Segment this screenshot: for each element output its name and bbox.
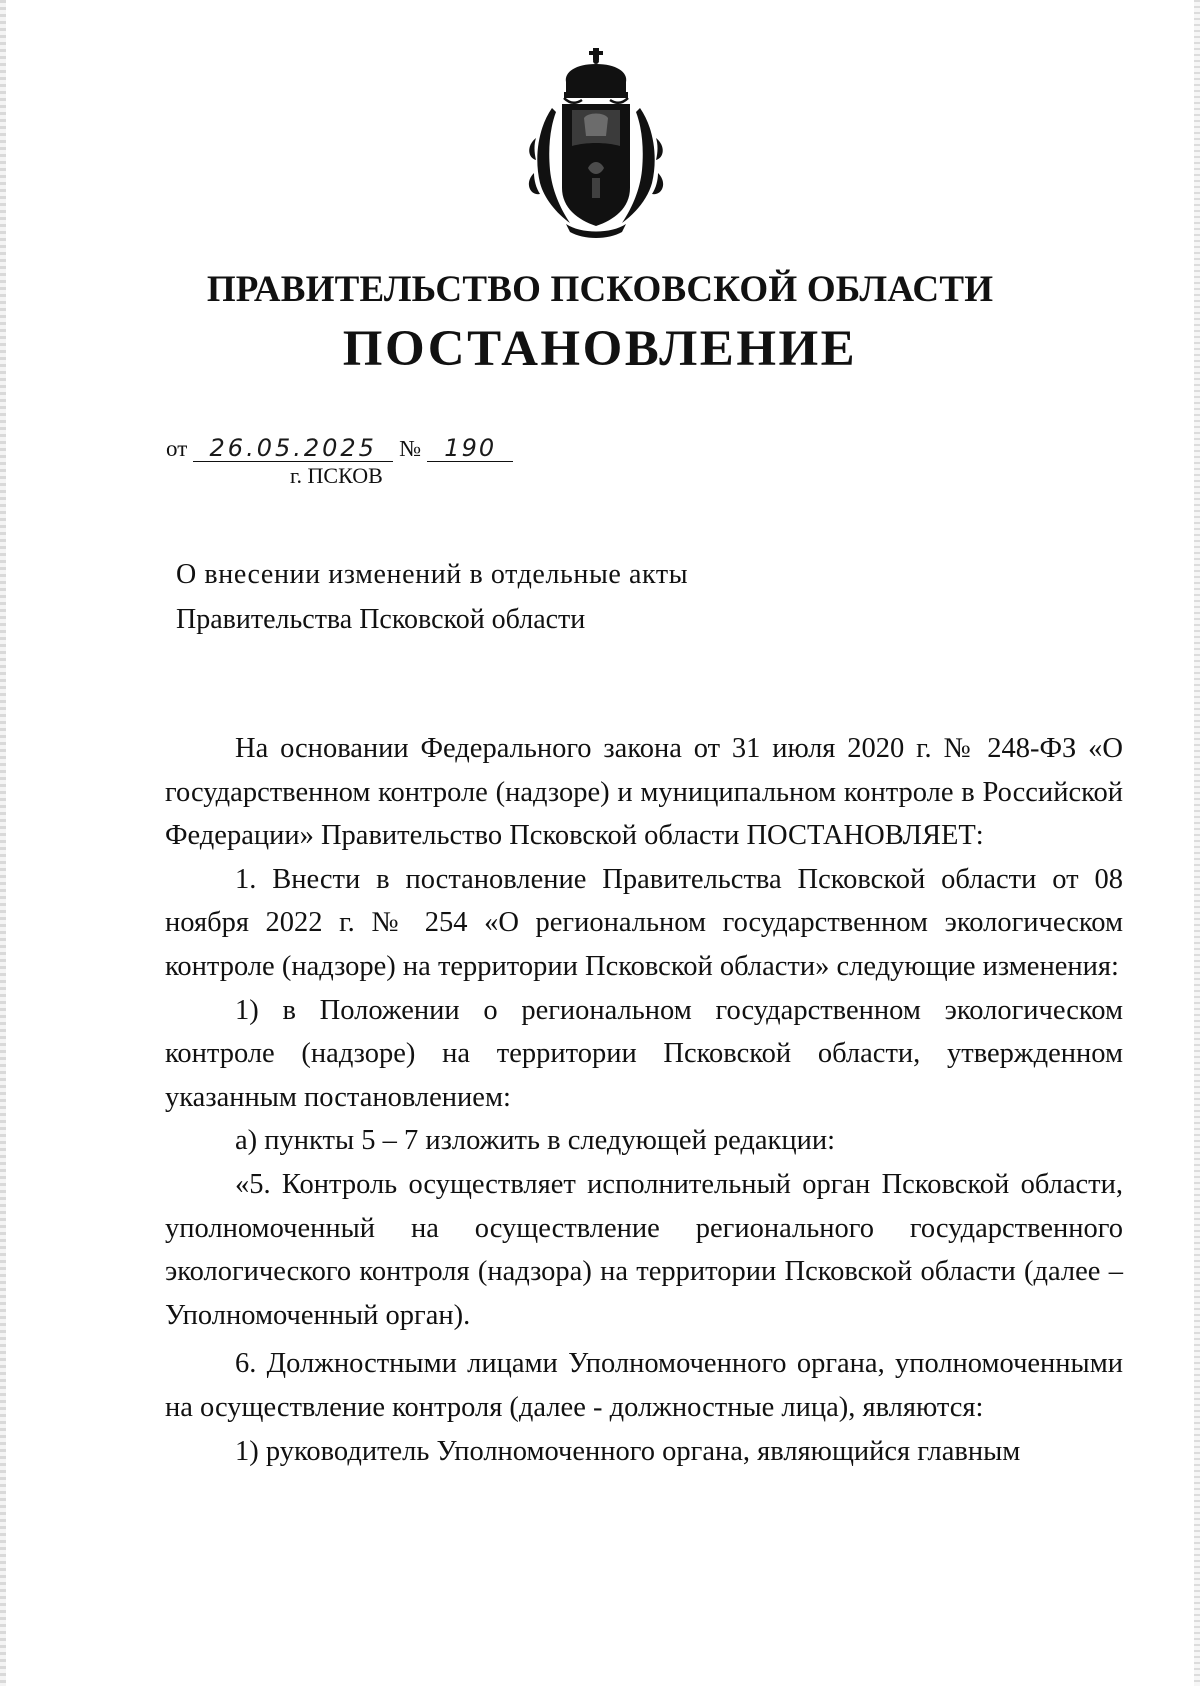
organization-title: ПРАВИТЕЛЬСТВО ПСКОВСКОЙ ОБЛАСТИ: [206, 269, 994, 310]
clause-5-paragraph: «5. Контроль осуществляет исполнительный орган Псковской области, уполномоченный на осуществление регионального государственного экологического контроля (надзора) на территории Псковской области (далее – Уполномоченный орган).: [165, 1168, 1123, 1331]
clause-6-1-paragraph: 1) руководитель Уполномоченного органа, являющийся главным: [235, 1435, 1021, 1467]
handwritten-date: 26.05.2025: [193, 435, 393, 462]
item-1-1-paragraph: 1) в Положении о региональном государственном экологическом контроле (надзоре) на территории Псковской области, утвержденном указанным постановлением:: [165, 994, 1123, 1113]
document-body: [165, 727, 1123, 1473]
preamble-decree-word: ПОСТАНОВЛЯЕТ:: [746, 820, 984, 852]
subject-line-2: Правительства Псковской области: [176, 604, 586, 635]
clause-6-paragraph: 6. Должностными лицами Уполномоченного органа, уполномоченными на осуществление контроля (далее - должностные лица), являются:: [165, 1348, 1123, 1423]
scan-edge-left: [0, 0, 6, 1686]
item-1-paragraph: 1. Внести в постановление Правительства Псковской области от 08 ноября 2022 г. № 254 «О региональном государственном экологическом контроле (надзоре) на территории Псковской области» следующие изменения:: [165, 863, 1123, 982]
preamble-paragraph: [165, 727, 1123, 858]
handwritten-number: 190: [427, 435, 513, 462]
subject-line-1: О внесении изменений в отдельные акты: [176, 559, 689, 590]
number-label: №: [399, 436, 422, 461]
document-subject: [176, 552, 688, 642]
scan-edge-right: [1194, 0, 1200, 1686]
city-label: г. ПСКОВ: [290, 463, 383, 488]
date-from-label: от: [166, 436, 188, 461]
item-1-1-a-paragraph: а) пункты 5 – 7 изложить в следующей редакции:: [235, 1125, 836, 1157]
preamble-text: На основании Федерального закона от 31 июля 2020 г. № 248-ФЗ «О государственном контроле (надзоре) и муниципальном контроле в Российской Федерации» Правительство Псковской области: [165, 733, 1123, 852]
document-type-title: ПОСТАНОВЛЕНИЕ: [342, 321, 858, 377]
coat-of-arms-icon: [526, 48, 666, 238]
